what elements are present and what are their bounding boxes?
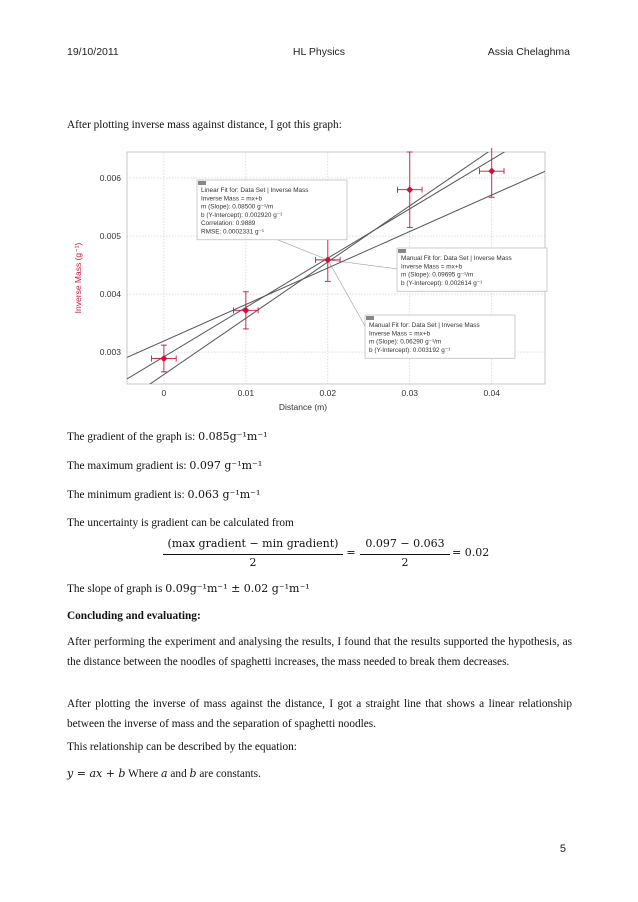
inverse-mass-chart bbox=[67, 148, 557, 418]
y-tick-label: 0.006 bbox=[99, 173, 121, 184]
fit-box-line: Inverse Mass = mx+b bbox=[401, 263, 463, 271]
formula-result: = 0.02 bbox=[452, 546, 490, 559]
eq-end: are constants. bbox=[196, 768, 261, 780]
x-tick-label: 0.01 bbox=[237, 388, 255, 398]
fit-box-line: RMSE: 0.0002331 g⁻¹ bbox=[201, 228, 265, 236]
max-gradient-label: The maximum gradient is: bbox=[67, 460, 187, 472]
fit-box-line: b (Y-Intercept): 0.002614 g⁻¹ bbox=[401, 279, 483, 287]
formula-bar-1 bbox=[163, 554, 343, 555]
header-date: 19/10/2011 bbox=[67, 46, 119, 58]
y-tick-label: 0.005 bbox=[99, 231, 121, 242]
eq-and: and bbox=[167, 768, 190, 780]
fit-box-line: b (Y-Intercept): 0.002920 g⁻¹ bbox=[201, 211, 283, 219]
fit-box-line: Linear Fit for: Data Set | Inverse Mass bbox=[201, 187, 309, 194]
y-tick-label: 0.004 bbox=[99, 289, 121, 300]
conclusion-paragraph-2: After plotting the inverse of mass against the distance, I got a straight line that shows a linear relationship between the inverse of mass and the separation of spaghetti noodles. bbox=[67, 698, 572, 730]
intro-text: After plotting inverse mass against distance, I got this graph: bbox=[67, 119, 342, 131]
fit-box-line: Manual Fit for: Data Set | Inverse Mass bbox=[369, 322, 480, 329]
x-tick-label: 0 bbox=[161, 388, 167, 398]
y-tick-label: 0.003 bbox=[99, 347, 121, 358]
eq-plus: + bbox=[102, 767, 119, 780]
fit-box-line: m (Slope): 0.06290 g⁻¹/m bbox=[369, 338, 442, 346]
eq-y: y bbox=[67, 767, 74, 780]
equation-line bbox=[67, 765, 572, 783]
y-axis-label: Inverse Mass (g⁻¹) bbox=[73, 242, 83, 314]
conclusion-heading: Concluding and evaluating: bbox=[67, 610, 201, 622]
formula-numerator-2: 0.097 − 0.063 bbox=[365, 537, 445, 550]
page-number: 5 bbox=[559, 843, 566, 855]
eq-b: b bbox=[118, 767, 126, 780]
formula-numerator-1: (max gradient − min gradient) bbox=[167, 537, 339, 550]
gradient-label: The gradient of the graph is: bbox=[67, 431, 196, 443]
gradient-line bbox=[67, 428, 572, 446]
formula-denominator-2: 2 bbox=[401, 556, 409, 569]
min-gradient-label: The minimum gradient is: bbox=[67, 489, 185, 501]
min-gradient-value: 0.063 g⁻¹m⁻¹ bbox=[187, 488, 261, 501]
gradient-value: 0.085g⁻¹m⁻¹ bbox=[198, 430, 268, 443]
slope-value: 0.09g⁻¹m⁻¹ ± 0.02 g⁻¹m⁻¹ bbox=[165, 582, 310, 595]
header-author: Assia Chelaghma bbox=[487, 46, 570, 58]
fit-box-handle bbox=[398, 249, 406, 253]
conclusion-paragraph-1: After performing the experiment and analysing the results, I found that the results supported the hypothesis, as the distance between the noodles of spaghetti increases, the mass needed to break them decreases. bbox=[67, 636, 572, 668]
slope-line bbox=[67, 580, 572, 598]
fit-box-line: m (Slope): 0.08500 g⁻¹/m bbox=[201, 203, 274, 211]
formula-bar-2 bbox=[360, 554, 450, 555]
x-tick-label: 0.04 bbox=[483, 388, 500, 398]
eq-where: Where bbox=[125, 768, 162, 780]
slope-label: The slope of graph is bbox=[67, 583, 163, 595]
fit-box-line: Inverse Mass = mx+b bbox=[201, 195, 263, 203]
formula-equals: = bbox=[346, 546, 356, 559]
fit-box-line: m (Slope): 0.09695 g⁻¹/m bbox=[401, 271, 474, 279]
header-course: HL Physics bbox=[292, 46, 346, 58]
fit-box-line: Manual Fit for: Data Set | Inverse Mass bbox=[401, 255, 512, 262]
max-gradient-value: 0.097 g⁻¹m⁻¹ bbox=[189, 459, 263, 472]
eq-equals: = bbox=[73, 767, 90, 780]
eq-b2: b bbox=[189, 767, 197, 780]
max-gradient-line bbox=[67, 457, 572, 475]
eq-a2: a bbox=[161, 767, 168, 780]
fit-box-handle bbox=[198, 181, 206, 185]
min-gradient-line bbox=[67, 486, 572, 504]
fit-box-handle bbox=[366, 316, 374, 320]
fit-box-line: Correlation: 0.9889 bbox=[201, 220, 256, 228]
fit-box-line: Inverse Mass = mx+b bbox=[369, 330, 431, 338]
eq-ax: ax bbox=[89, 767, 103, 780]
conclusion-paragraph-3: This relationship can be described by the equation: bbox=[67, 741, 297, 753]
uncertainty-line: The uncertainty is gradient can be calculated from bbox=[67, 517, 294, 529]
x-tick-label: 0.02 bbox=[319, 388, 337, 398]
x-axis-label: Distance (m) bbox=[278, 402, 328, 412]
formula-denominator-1: 2 bbox=[249, 556, 257, 569]
x-tick-label: 0.03 bbox=[401, 388, 419, 398]
fit-box-line: b (Y-Intercept): 0.003192 g⁻¹ bbox=[369, 346, 451, 354]
